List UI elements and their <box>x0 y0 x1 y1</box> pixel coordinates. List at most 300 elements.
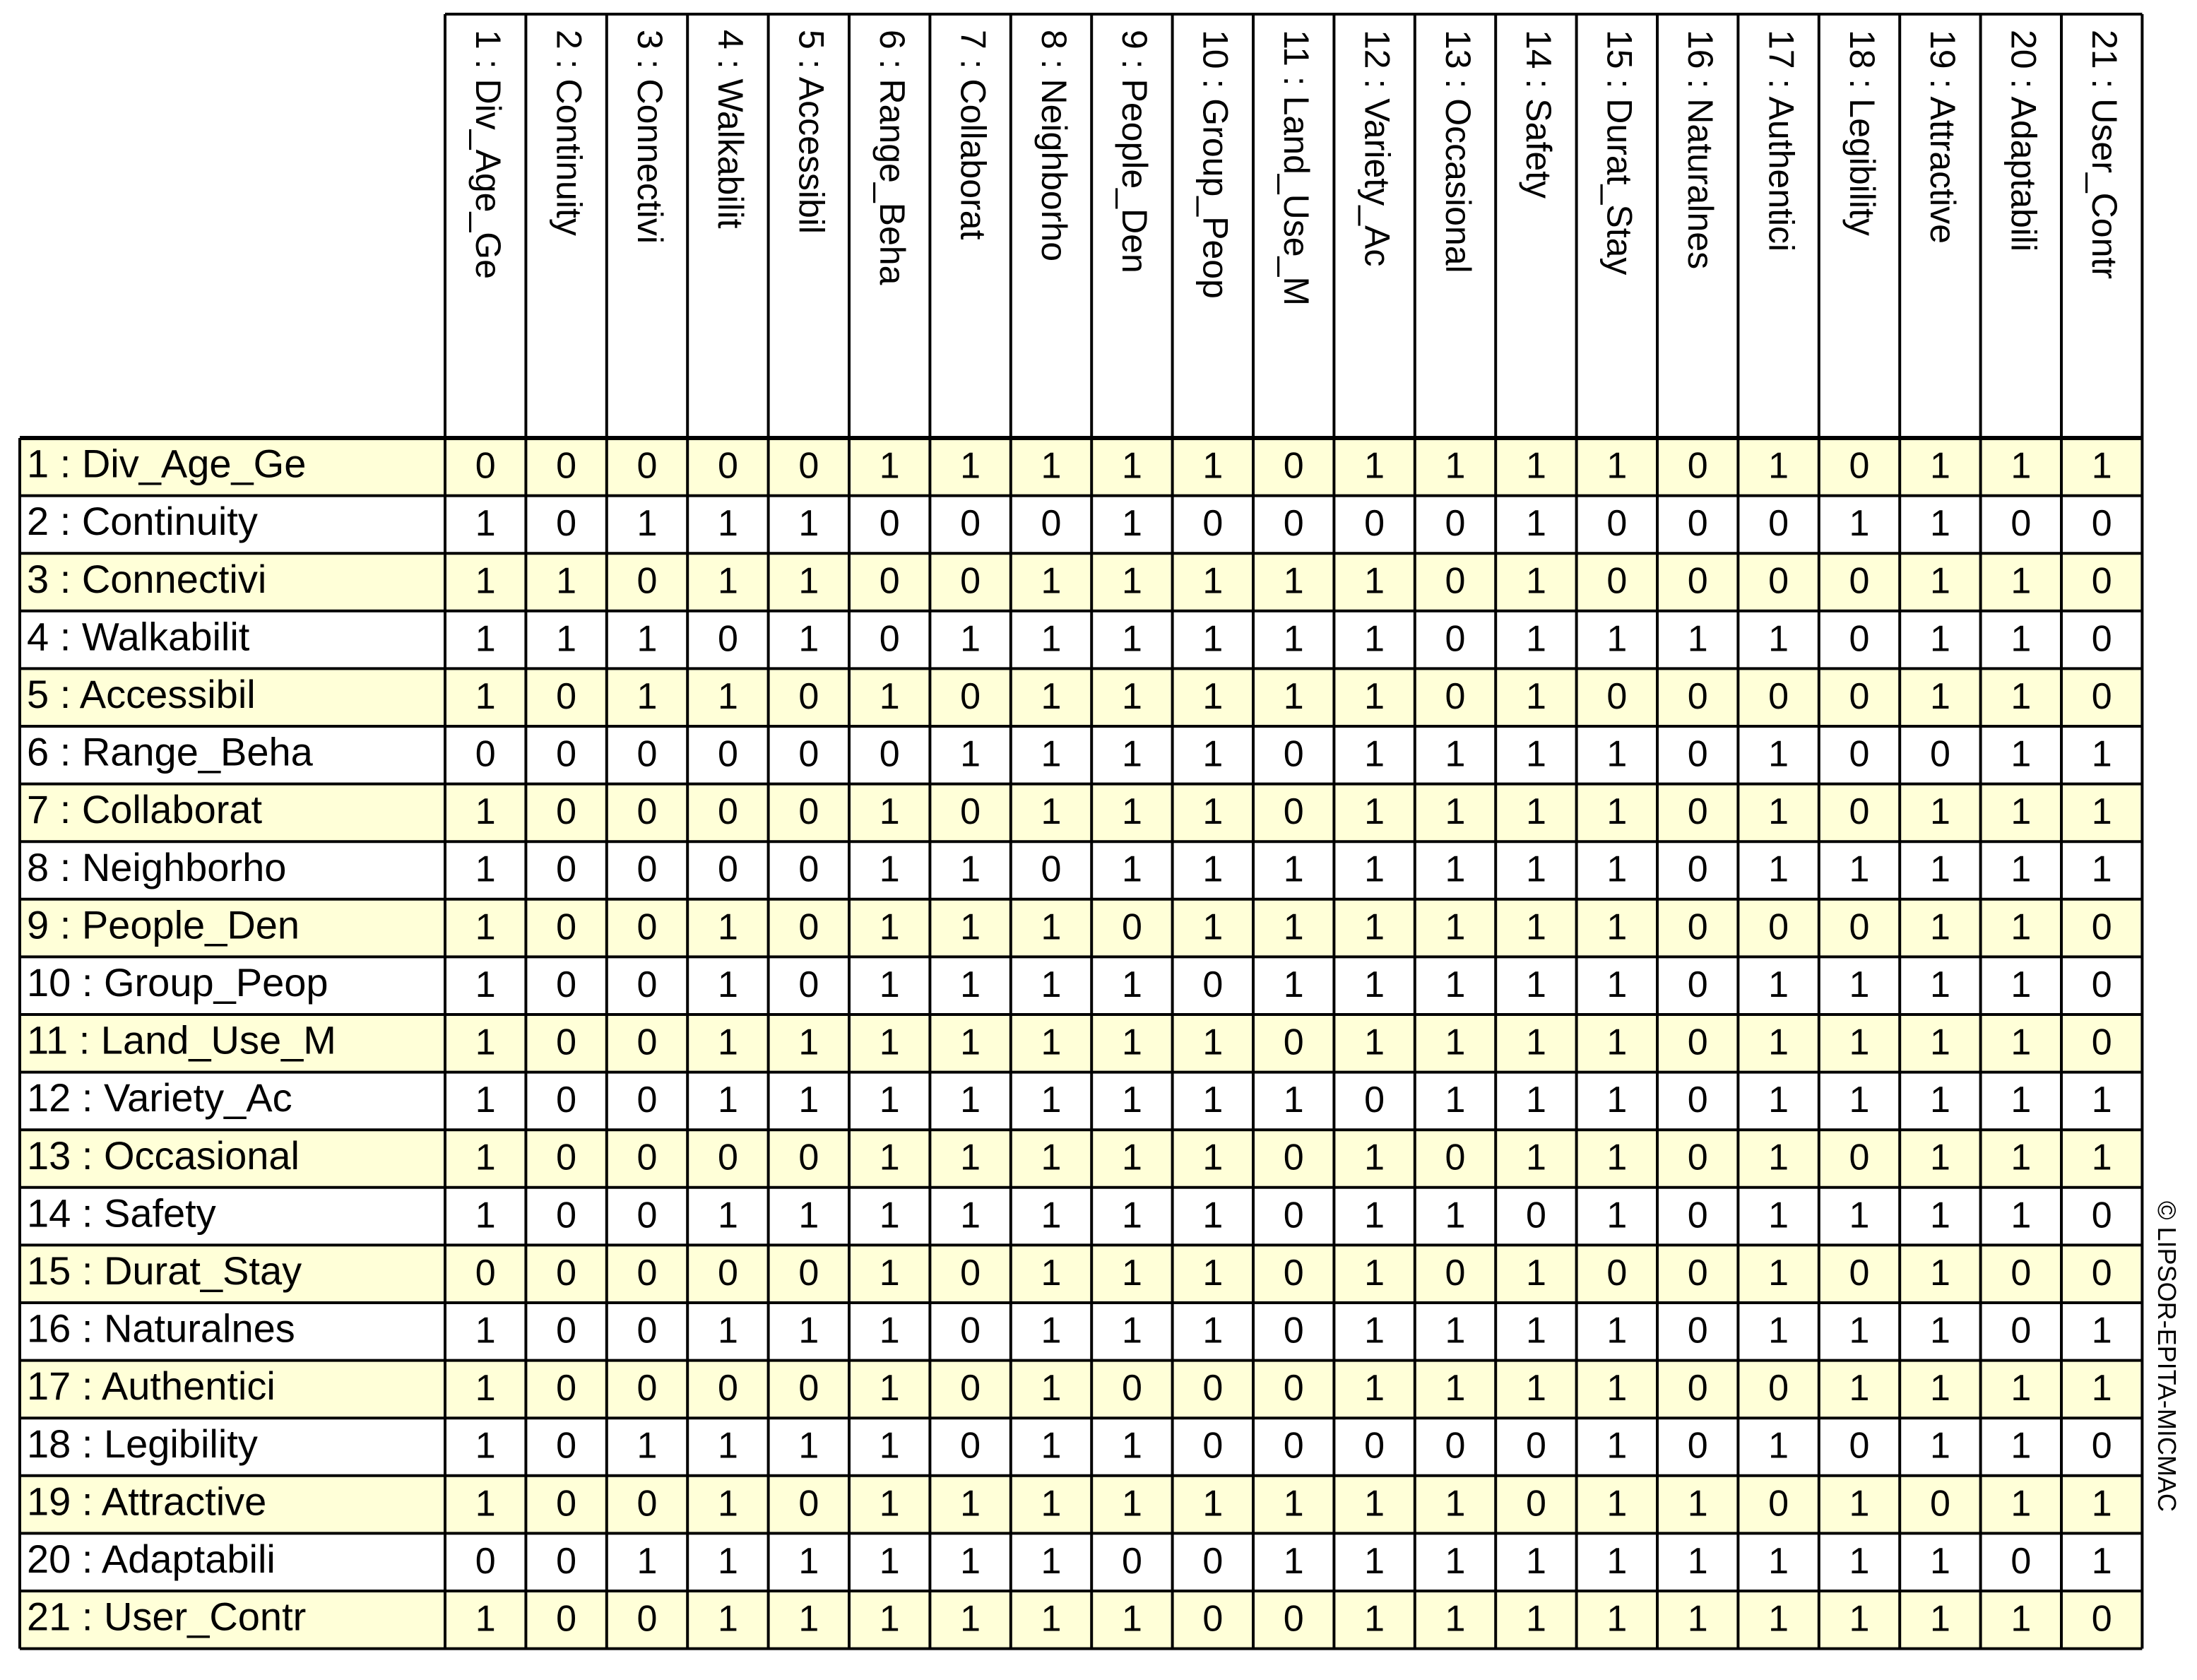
matrix-cell: 1 <box>879 1483 900 1525</box>
matrix-cell: 1 <box>1849 1310 1870 1351</box>
matrix-cell: 1 <box>960 964 981 1005</box>
matrix-cell: 1 <box>1202 445 1224 487</box>
matrix-cell: 0 <box>2091 675 2112 717</box>
matrix-cell: 0 <box>556 1540 577 1582</box>
matrix-cell: 0 <box>798 1483 819 1525</box>
column-header: 14 : Safety <box>1519 30 1559 199</box>
matrix-cell: 1 <box>1445 733 1466 775</box>
matrix-cell: 0 <box>475 1540 496 1582</box>
matrix-cell: 1 <box>1525 675 1546 717</box>
matrix-cell: 1 <box>1445 1079 1466 1121</box>
matrix-cell: 1 <box>1364 1252 1385 1294</box>
matrix-cell: 1 <box>475 1137 496 1178</box>
matrix-cell: 1 <box>1121 1137 1142 1178</box>
matrix-cell: 0 <box>556 964 577 1005</box>
matrix-cell: 1 <box>1849 1079 1870 1121</box>
matrix-cell: 1 <box>717 1022 738 1063</box>
matrix-cell: 0 <box>1606 503 1628 545</box>
matrix-cell: 0 <box>2011 1310 2032 1351</box>
matrix-cell: 1 <box>1283 1079 1304 1121</box>
matrix-cell: 1 <box>1606 848 1628 890</box>
matrix-cell: 1 <box>1121 618 1142 660</box>
column-header: 3 : Connectivi <box>629 30 670 244</box>
matrix-cell: 0 <box>1283 1310 1304 1351</box>
matrix-cell: 0 <box>2091 1195 2112 1236</box>
matrix-cell: 0 <box>2091 503 2112 545</box>
matrix-cell: 0 <box>1687 1425 1708 1467</box>
matrix-cell: 1 <box>1768 1137 1789 1178</box>
matrix-cell: 1 <box>1525 906 1546 948</box>
matrix-cell: 0 <box>636 445 658 487</box>
matrix-cell: 1 <box>1445 1598 1466 1640</box>
matrix-cell: 1 <box>1606 445 1628 487</box>
matrix-cell: 1 <box>1121 1598 1142 1640</box>
matrix-cell: 0 <box>1364 503 1385 545</box>
matrix-cell: 1 <box>1283 848 1304 890</box>
matrix-cell: 1 <box>1041 445 1062 487</box>
matrix-cell: 0 <box>798 906 819 948</box>
matrix-cell: 1 <box>1687 1483 1708 1525</box>
matrix-cell: 0 <box>556 1022 577 1063</box>
matrix-cell: 1 <box>2011 560 2032 602</box>
matrix-cell: 1 <box>2091 791 2112 833</box>
matrix-cell: 1 <box>879 1368 900 1409</box>
row-header: 17 : Authentici <box>27 1363 276 1409</box>
matrix-cell: 0 <box>1445 675 1466 717</box>
matrix-cell: 1 <box>475 503 496 545</box>
matrix-cell: 1 <box>1606 1310 1628 1351</box>
matrix-cell: 1 <box>2011 1425 2032 1467</box>
matrix-cell: 1 <box>475 906 496 948</box>
matrix-cell: 0 <box>1849 618 1870 660</box>
matrix-cell: 1 <box>1364 791 1385 833</box>
matrix-cell: 1 <box>1768 1079 1789 1121</box>
matrix-cell: 1 <box>2091 1483 2112 1525</box>
matrix-cell: 0 <box>1687 1079 1708 1121</box>
row-header: 12 : Variety_Ac <box>27 1075 292 1120</box>
matrix-cell: 1 <box>1041 964 1062 1005</box>
matrix-cell: 0 <box>960 1310 981 1351</box>
row-background <box>20 1476 2142 1534</box>
matrix-cell: 1 <box>1121 503 1142 545</box>
matrix-cell: 1 <box>717 964 738 1005</box>
matrix-cell: 1 <box>1445 1540 1466 1582</box>
matrix-cell: 0 <box>798 675 819 717</box>
matrix-cell: 1 <box>475 1483 496 1525</box>
matrix-cell: 1 <box>2091 1079 2112 1121</box>
matrix-cell: 1 <box>1364 560 1385 602</box>
matrix-cell: 1 <box>2091 1368 2112 1409</box>
matrix-cell: 0 <box>1283 1598 1304 1640</box>
matrix-cell: 1 <box>717 1598 738 1640</box>
matrix-cell: 0 <box>636 1137 658 1178</box>
matrix-cell: 0 <box>1202 964 1224 1005</box>
matrix-cell: 1 <box>1849 1598 1870 1640</box>
matrix-cell: 0 <box>1525 1195 1546 1236</box>
matrix-cell: 1 <box>1768 964 1789 1005</box>
matrix-cell: 0 <box>1768 675 1789 717</box>
matrix-cell: 1 <box>1121 560 1142 602</box>
matrix-cell: 0 <box>636 1483 658 1525</box>
matrix-cell: 1 <box>1445 1483 1466 1525</box>
row-background <box>20 1591 2142 1649</box>
matrix-cell: 1 <box>2011 1598 2032 1640</box>
matrix-cell: 0 <box>1768 1368 1789 1409</box>
matrix-cell: 1 <box>1364 848 1385 890</box>
matrix-cell: 1 <box>1445 906 1466 948</box>
matrix-cell: 1 <box>1121 445 1142 487</box>
matrix-cell: 1 <box>798 503 819 545</box>
matrix-cell: 0 <box>717 1252 738 1294</box>
matrix-cell: 1 <box>1525 1598 1546 1640</box>
row-header: 13 : Occasional <box>27 1132 300 1178</box>
matrix-cell: 0 <box>1525 1425 1546 1467</box>
matrix-cell: 1 <box>1202 1483 1224 1525</box>
matrix-cell: 1 <box>1202 618 1224 660</box>
matrix-cell: 0 <box>1606 675 1628 717</box>
matrix-cell: 1 <box>1768 618 1789 660</box>
matrix-cell: 1 <box>1606 906 1628 948</box>
matrix-cell: 1 <box>798 1195 819 1236</box>
matrix-cell: 0 <box>1849 791 1870 833</box>
matrix-cell: 1 <box>879 675 900 717</box>
matrix-cell: 0 <box>1041 503 1062 545</box>
matrix-cell: 1 <box>475 560 496 602</box>
matrix-cell: 0 <box>636 906 658 948</box>
matrix-cell: 0 <box>798 445 819 487</box>
row-background <box>20 1245 2142 1303</box>
matrix-cell: 1 <box>1606 1079 1628 1121</box>
matrix-cell: 1 <box>879 791 900 833</box>
matrix-cell: 1 <box>960 445 981 487</box>
matrix-cell: 0 <box>636 1022 658 1063</box>
matrix-cell: 1 <box>1364 1022 1385 1063</box>
matrix-cell: 0 <box>1687 906 1708 948</box>
matrix-cell: 1 <box>1606 1368 1628 1409</box>
matrix-cell: 0 <box>960 1425 981 1467</box>
matrix-cell: 1 <box>1525 503 1546 545</box>
matrix-cell: 0 <box>556 1195 577 1236</box>
row-background <box>20 841 2142 899</box>
matrix-cell: 1 <box>1929 560 1950 602</box>
matrix-cell: 1 <box>2091 445 2112 487</box>
matrix-cell: 1 <box>879 1022 900 1063</box>
matrix-cell: 1 <box>798 1079 819 1121</box>
matrix-cell: 1 <box>960 1137 981 1178</box>
matrix-cell: 0 <box>1849 1425 1870 1467</box>
row-header: 15 : Durat_Stay <box>27 1248 302 1293</box>
matrix-cell: 1 <box>1364 1368 1385 1409</box>
matrix-cell: 1 <box>1121 1425 1142 1467</box>
matrix-cell: 1 <box>1929 618 1950 660</box>
matrix-cell: 0 <box>1445 618 1466 660</box>
matrix-cell: 0 <box>1445 1137 1466 1178</box>
matrix-cell: 1 <box>1768 848 1789 890</box>
matrix-cell: 1 <box>1849 1483 1870 1525</box>
matrix-cell: 0 <box>636 1252 658 1294</box>
matrix-cell: 0 <box>1687 1368 1708 1409</box>
matrix-cell: 1 <box>717 560 738 602</box>
matrix-cell: 1 <box>1364 1540 1385 1582</box>
matrix-cell: 0 <box>717 445 738 487</box>
matrix-cell: 1 <box>1202 1252 1224 1294</box>
matrix-cell: 0 <box>1687 560 1708 602</box>
row-background <box>20 1303 2142 1361</box>
matrix-cell: 0 <box>636 1079 658 1121</box>
matrix-cell: 0 <box>636 964 658 1005</box>
column-header: 13 : Occasional <box>1438 30 1478 273</box>
matrix-cell: 1 <box>960 1540 981 1582</box>
matrix-cell: 1 <box>1849 964 1870 1005</box>
matrix-cell: 0 <box>556 445 577 487</box>
matrix-cell: 0 <box>556 503 577 545</box>
matrix-cell: 1 <box>2091 1137 2112 1178</box>
matrix-cell: 0 <box>556 906 577 948</box>
matrix-cell: 1 <box>1525 1368 1546 1409</box>
row-header: 16 : Naturalnes <box>27 1306 295 1351</box>
matrix-cell: 1 <box>879 1310 900 1351</box>
matrix-cell: 1 <box>2011 964 2032 1005</box>
matrix-cell: 0 <box>475 733 496 775</box>
matrix-cell: 1 <box>1929 1137 1950 1178</box>
matrix-cell: 1 <box>1929 445 1950 487</box>
matrix-cell: 1 <box>1041 1310 1062 1351</box>
matrix-cell: 1 <box>1041 1425 1062 1467</box>
matrix-cell: 1 <box>475 1425 496 1467</box>
row-background <box>20 899 2142 957</box>
matrix-cell: 1 <box>1849 503 1870 545</box>
row-background <box>20 957 2142 1014</box>
matrix-cell: 1 <box>1121 675 1142 717</box>
row-header: 19 : Attractive <box>27 1479 267 1524</box>
matrix-cell: 1 <box>475 848 496 890</box>
matrix-cell: 1 <box>717 906 738 948</box>
matrix-cell: 1 <box>2011 791 2032 833</box>
matrix-cell: 1 <box>1041 1252 1062 1294</box>
matrix-cell: 0 <box>798 733 819 775</box>
row-header: 7 : Collaborat <box>27 787 263 832</box>
matrix-cell: 1 <box>1364 445 1385 487</box>
row-header: 1 : Div_Age_Ge <box>27 441 307 486</box>
matrix-cell: 1 <box>1202 1310 1224 1351</box>
matrix-cell: 1 <box>717 675 738 717</box>
matrix-cell: 0 <box>798 1137 819 1178</box>
matrix-cell: 1 <box>1525 1540 1546 1582</box>
matrix-cell: 0 <box>798 848 819 890</box>
matrix-cell: 0 <box>1849 1137 1870 1178</box>
matrix-cell: 0 <box>1687 848 1708 890</box>
matrix-cell: 0 <box>960 791 981 833</box>
matrix-cell: 1 <box>1929 1368 1950 1409</box>
matrix-cell: 0 <box>556 675 577 717</box>
matrix-cell: 0 <box>556 791 577 833</box>
matrix-cell: 1 <box>2011 848 2032 890</box>
matrix-cell: 1 <box>1445 791 1466 833</box>
matrix-cell: 1 <box>1202 791 1224 833</box>
matrix-cell: 0 <box>717 618 738 660</box>
matrix-cell: 1 <box>636 1540 658 1582</box>
matrix-cell: 1 <box>1606 1483 1628 1525</box>
matrix-cell: 0 <box>1283 1137 1304 1178</box>
matrix-cell: 0 <box>960 1368 981 1409</box>
matrix-cell: 0 <box>556 1483 577 1525</box>
matrix-cell: 1 <box>2091 1310 2112 1351</box>
matrix-cell: 1 <box>1525 1310 1546 1351</box>
matrix-cell: 1 <box>2091 848 2112 890</box>
row-background <box>20 1188 2142 1246</box>
matrix-cell: 1 <box>1525 560 1546 602</box>
matrix-cell: 1 <box>1768 1310 1789 1351</box>
matrix-cell: 1 <box>1364 733 1385 775</box>
matrix-cell: 1 <box>1929 906 1950 948</box>
matrix-cell: 1 <box>1121 1022 1142 1063</box>
matrix-cell: 0 <box>2011 1540 2032 1582</box>
matrix-cell: 1 <box>1606 618 1628 660</box>
matrix-cell: 1 <box>1202 560 1224 602</box>
row-header: 4 : Walkabilit <box>27 614 250 659</box>
matrix-cell: 1 <box>1849 1368 1870 1409</box>
matrix-cell: 1 <box>1121 733 1142 775</box>
copyright-text: © LIPSOR-EPITA-MICMAC <box>2152 1201 2181 1512</box>
row-background <box>20 1533 2142 1591</box>
row-background <box>20 1361 2142 1419</box>
matrix-cell: 1 <box>960 848 981 890</box>
matrix-cell: 1 <box>1768 791 1789 833</box>
matrix-cell: 1 <box>2011 1195 2032 1236</box>
matrix-cell: 1 <box>879 1252 900 1294</box>
matrix-cell: 1 <box>960 1598 981 1640</box>
matrix-cell: 1 <box>1121 964 1142 1005</box>
matrix-cell: 1 <box>1041 560 1062 602</box>
matrix-cell: 1 <box>1202 1195 1224 1236</box>
matrix-cell: 0 <box>717 1137 738 1178</box>
matrix-cell: 0 <box>556 1310 577 1351</box>
matrix-cell: 1 <box>1606 1195 1628 1236</box>
matrix-cell: 0 <box>960 1252 981 1294</box>
matrix-cell: 0 <box>556 848 577 890</box>
row-background <box>20 438 2142 496</box>
matrix-cell: 1 <box>1041 1195 1062 1236</box>
matrix-cell: 1 <box>1364 1598 1385 1640</box>
matrix-cell: 1 <box>960 906 981 948</box>
matrix-cell: 1 <box>1445 445 1466 487</box>
matrix-cell: 1 <box>1041 1483 1062 1525</box>
matrix-cell: 0 <box>1849 906 1870 948</box>
matrix-cell: 1 <box>879 1079 900 1121</box>
matrix-cell: 0 <box>1687 675 1708 717</box>
matrix-cell: 0 <box>879 733 900 775</box>
matrix-cell: 1 <box>2011 906 2032 948</box>
matrix-cell: 0 <box>475 1252 496 1294</box>
matrix-cell: 0 <box>1768 560 1789 602</box>
matrix-cell: 0 <box>1041 848 1062 890</box>
column-header: 8 : Neighborho <box>1034 30 1074 262</box>
matrix-cell: 1 <box>475 618 496 660</box>
matrix-cell: 0 <box>556 1252 577 1294</box>
matrix-cell: 1 <box>1202 1137 1224 1178</box>
row-background <box>20 1418 2142 1476</box>
matrix-cell: 1 <box>1041 1540 1062 1582</box>
matrix-cell: 1 <box>717 1540 738 1582</box>
matrix-cell: 0 <box>1687 733 1708 775</box>
matrix-cell: 1 <box>1929 1079 1950 1121</box>
matrix-cell: 0 <box>1202 1425 1224 1467</box>
matrix-cell: 0 <box>1445 503 1466 545</box>
matrix-cell: 0 <box>960 503 981 545</box>
matrix-cell: 1 <box>1929 848 1950 890</box>
matrix-cell: 1 <box>1525 791 1546 833</box>
matrix-cell: 1 <box>1525 618 1546 660</box>
matrix-cell: 1 <box>1525 1079 1546 1121</box>
matrix-cell: 0 <box>636 1195 658 1236</box>
matrix-cell: 1 <box>475 791 496 833</box>
matrix-cell: 1 <box>717 1425 738 1467</box>
column-header: 5 : Accessibil <box>791 30 831 235</box>
column-header: 16 : Naturalnes <box>1680 30 1720 270</box>
matrix-cell: 1 <box>1929 791 1950 833</box>
matrix-cell: 1 <box>717 503 738 545</box>
row-header: 10 : Group_Peop <box>27 959 328 1005</box>
matrix-cell: 1 <box>1041 791 1062 833</box>
matrix-cell: 1 <box>636 618 658 660</box>
matrix-cell: 1 <box>1202 848 1224 890</box>
matrix-cell: 1 <box>475 1079 496 1121</box>
matrix-cell: 1 <box>556 560 577 602</box>
matrix-cell: 0 <box>1687 964 1708 1005</box>
matrix-cell: 1 <box>1768 1598 1789 1640</box>
matrix-cell: 0 <box>1283 1195 1304 1236</box>
matrix-cell: 1 <box>1364 675 1385 717</box>
matrix-cell: 1 <box>960 733 981 775</box>
matrix-cell: 1 <box>1041 1137 1062 1178</box>
matrix-cell: 1 <box>879 964 900 1005</box>
matrix-cell: 0 <box>1283 791 1304 833</box>
matrix-cell: 1 <box>636 1425 658 1467</box>
matrix-cell: 1 <box>798 1425 819 1467</box>
matrix-cell: 0 <box>717 791 738 833</box>
matrix-cell: 1 <box>1929 1598 1950 1640</box>
matrix-cell: 1 <box>1121 1483 1142 1525</box>
matrix-cell: 0 <box>1929 733 1950 775</box>
column-header: 7 : Collaborat <box>953 30 993 240</box>
matrix-cell: 1 <box>2011 1483 2032 1525</box>
matrix-cell: 1 <box>475 1598 496 1640</box>
matrix-cell: 1 <box>1768 1252 1789 1294</box>
column-header: 6 : Range_Beha <box>872 30 912 285</box>
matrix-cell: 0 <box>1687 1195 1708 1236</box>
matrix-cell: 0 <box>636 1598 658 1640</box>
matrix-cell: 1 <box>1606 1137 1628 1178</box>
matrix-cell: 1 <box>1445 964 1466 1005</box>
matrix-cell: 1 <box>1768 733 1789 775</box>
matrix-cell: 0 <box>1202 1368 1224 1409</box>
matrix-cell: 0 <box>1283 1022 1304 1063</box>
matrix-cell: 1 <box>1283 906 1304 948</box>
matrix-cell: 1 <box>1525 1252 1546 1294</box>
matrix-cell: 1 <box>2011 1079 2032 1121</box>
matrix-cell: 1 <box>1041 906 1062 948</box>
matrix-cell: 0 <box>798 791 819 833</box>
matrix-cell: 0 <box>1849 445 1870 487</box>
column-header: 15 : Durat_Stay <box>1599 30 1640 276</box>
matrix-cell: 1 <box>1849 1540 1870 1582</box>
column-header: 10 : Group_Peop <box>1195 30 1236 299</box>
matrix-cell: 0 <box>1687 1022 1708 1063</box>
matrix-cell: 1 <box>1929 1310 1950 1351</box>
matrix-cell: 0 <box>2011 1252 2032 1294</box>
row-background <box>20 1014 2142 1072</box>
matrix-cell: 1 <box>798 618 819 660</box>
